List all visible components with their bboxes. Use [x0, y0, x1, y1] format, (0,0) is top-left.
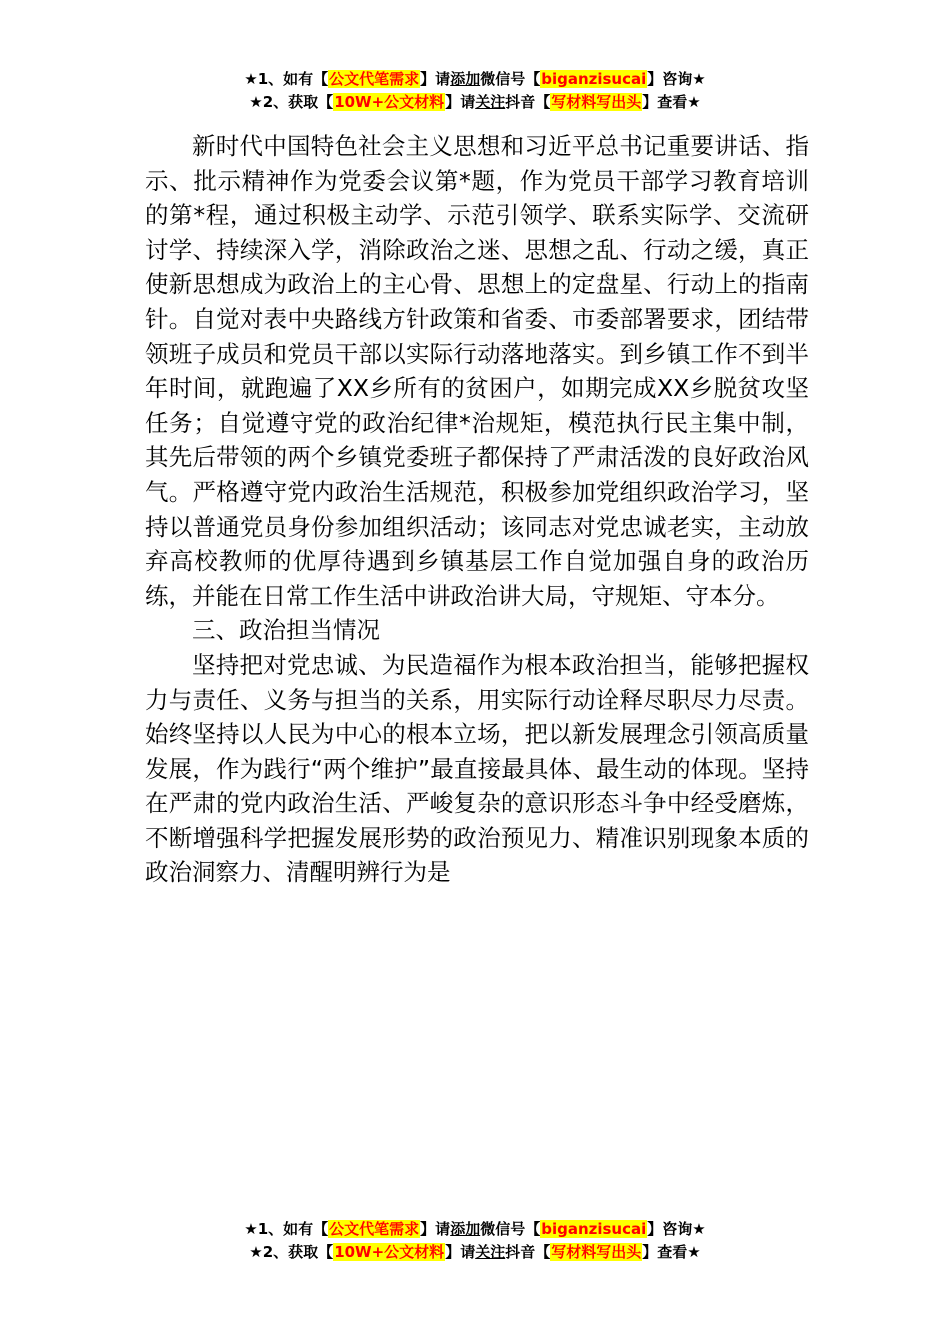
- banner-text: 】请: [420, 1220, 451, 1238]
- banner-text: ★1、如有【: [244, 1220, 329, 1238]
- banner-underlined: 添加: [450, 1220, 481, 1238]
- banner-line-2: [0, 1241, 950, 1264]
- banner-text: ★2、获取【: [249, 93, 334, 111]
- banner-text: 】咨询★: [647, 1220, 706, 1238]
- header-banner: [0, 68, 950, 114]
- banner-text: 】查看★: [642, 93, 701, 111]
- banner-text: 抖音【: [505, 93, 551, 111]
- banner-text: 微信号【: [480, 1220, 541, 1238]
- banner-line-1: [0, 1218, 950, 1241]
- banner-text: ★1、如有【: [244, 70, 329, 88]
- footer-banner: [0, 1218, 950, 1264]
- body-paragraph: 坚持把对党忠诚、为民造福作为根本政治担当，能够把握权力与责任、义务与担当的关系，用实际行动诠释尽职尽力尽责。始终坚持以人民为中心的根本立场，把以新发展理念引领高质量发展，作为践行“两个维护”最直接最具体、最生动的体现。坚持在严肃的党内政治生活、严峻复杂的意识形态斗争中经受磨炼，不断增强科学把握发展形势的政治预见力、精准识别现象本质的政治洞察力、清醒明辨行为是: [145, 650, 809, 887]
- banner-highlight: 公文代笔需求: [329, 70, 420, 88]
- banner-highlight: 公文代笔需求: [329, 1220, 420, 1238]
- banner-line-2: [0, 91, 950, 114]
- banner-text: 】请: [420, 70, 451, 88]
- banner-highlight: 写材料写出头: [551, 93, 642, 111]
- banner-text: ★2、获取【: [249, 1243, 334, 1261]
- banner-highlight: 10W+公文材料: [334, 93, 445, 111]
- banner-underlined: 关注: [475, 1243, 506, 1261]
- banner-underlined: 添加: [450, 70, 481, 88]
- banner-line-1: [0, 68, 950, 91]
- banner-underlined: 关注: [475, 93, 506, 111]
- document-body: [145, 129, 809, 890]
- section-heading: 三、政治担当情况: [192, 616, 380, 645]
- banner-highlight: 写材料写出头: [551, 1243, 642, 1261]
- banner-highlight: biganzisucai: [541, 1220, 647, 1238]
- banner-text: 】请: [445, 93, 476, 111]
- banner-text: 】咨询★: [647, 70, 706, 88]
- banner-text: 】请: [445, 1243, 476, 1261]
- banner-highlight: 10W+公文材料: [334, 1243, 445, 1261]
- banner-text: 微信号【: [480, 70, 541, 88]
- banner-text: 】查看★: [642, 1243, 701, 1261]
- banner-highlight: biganzisucai: [541, 70, 647, 88]
- body-paragraph: 新时代中国特色社会主义思想和习近平总书记重要讲话、指示、批示精神作为党委会议第*题，作为党员干部学习教育培训的第*程，通过积极主动学、示范引领学、联系实际学、交流研讨学、持续深入学，消除政治之迷、思想之乱、行动之缓，真正使新思想成为政治上的主心骨、思想上的定盘星、行动上的指南针。自觉对表中央路线方针政策和省委、市委部署要求，团结带领班子成员和党员干部以实际行动落地落实。到乡镇工作不到半年时间，就跑遍了XX乡所有的贫困户，如期完成XX乡脱贫攻坚任务；自觉遵守党的政治纪律*治规矩，模范执行民主集中制，其先后带领的两个乡镇党委班子都保持了严肃活泼的良好政治风气。严格遵守党内政治生活规范，积极参加党组织政治学习，坚持以普通党员身份参加组织活动；该同志对党忠诚老实，主动放弃高校教师的优厚待遇到乡镇基层工作自觉加强自身的政治历练，并能在日常工作生活中讲政治讲大局，守规矩、守本分。: [145, 132, 809, 610]
- banner-text: 抖音【: [505, 1243, 551, 1261]
